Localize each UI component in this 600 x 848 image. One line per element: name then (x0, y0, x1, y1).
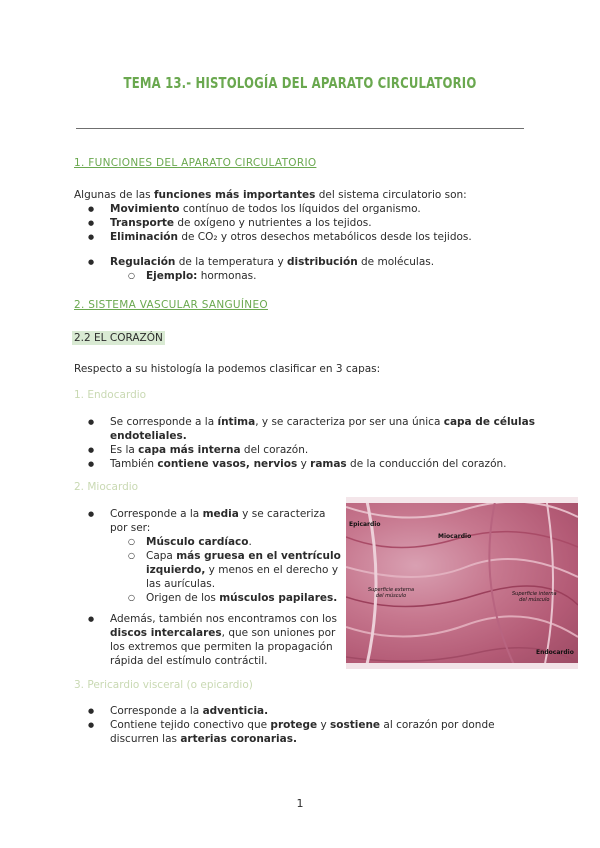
list-item: ○ Ejemplo: hormonas. (128, 269, 528, 283)
tissue-texture (346, 497, 578, 669)
label-superficie-interna: Superficie interna del músculo (512, 591, 557, 603)
subsection-heading-corazon: 2.2 EL CORAZÓN (74, 332, 163, 344)
list-item: ● Corresponde a la adventicia. (74, 704, 554, 718)
list-item: ● Transporte de oxígeno y nutrientes a los tejidos. (74, 216, 554, 230)
miocardio-list (74, 507, 344, 535)
miocardio-list-2 (74, 612, 354, 668)
pericardio-list (74, 704, 554, 746)
list-item: ● Además, también nos encontramos con los discos intercalares, que son uniones por los extremos que permiten la propagación rápida del estímulo contráctil. (74, 612, 354, 668)
list-item: ● Regulación de la temperatura y distribución de moléculas. (74, 255, 554, 269)
funciones-sublist (128, 269, 528, 283)
endocardio-list (74, 415, 554, 471)
corazon-intro: Respecto a su histología la podemos clasificar en 3 capas: (74, 363, 381, 375)
histology-image (346, 497, 578, 669)
section-heading-sistema-vascular: 2. SISTEMA VASCULAR SANGUÍNEO (74, 299, 268, 311)
list-item: ● Es la capa más interna del corazón. (74, 443, 554, 457)
label-miocardio: Miocardio (438, 533, 472, 540)
funciones-intro: Algunas de las funciones más importantes del sistema circulatorio son: (74, 189, 467, 201)
funciones-list-2 (74, 255, 554, 269)
heading-endocardio: 1. Endocardio (74, 389, 147, 401)
list-item: ● También contiene vasos, nervios y ramas de la conducción del corazón. (74, 457, 554, 471)
label-endocardio: Endocardio (536, 649, 574, 656)
list-item: ○ Capa más gruesa en el ventrículo izquierdo, y menos en el derecho y las aurículas. (128, 549, 348, 591)
section-heading-funciones: 1. FUNCIONES DEL APARATO CIRCULATORIO (74, 157, 317, 169)
label-superficie-externa: Superficie externa del músculo (368, 587, 415, 599)
list-item: ○ Origen de los músculos papilares. (128, 591, 348, 605)
heading-pericardio: 3. Pericardio visceral (o epicardio) (74, 679, 253, 691)
list-item: ● Contiene tejido conectivo que protege y sostiene al corazón por donde discurren las arterias coronarias. (74, 718, 554, 746)
page-number: 1 (296, 797, 304, 810)
page-title: TEMA 13.- HISTOLOGÍA DEL APARATO CIRCULATORIO (123, 74, 477, 92)
list-item: ● Eliminación de CO₂ y otros desechos metabólicos desde los tejidos. (74, 230, 554, 244)
miocardio-sublist (128, 535, 348, 605)
title-divider (76, 128, 524, 129)
list-item: ● Movimiento contínuo de todos los líquidos del organismo. (74, 202, 554, 216)
label-epicardio: Epicardio (349, 521, 381, 528)
list-item: ● Corresponde a la media y se caracteriza por ser: (74, 507, 344, 535)
list-item: ● Se corresponde a la íntima, y se caracteriza por ser una única capa de células endoteliales. (74, 415, 554, 443)
list-item: ○ Músculo cardíaco. (128, 535, 348, 549)
heading-miocardio: 2. Miocardio (74, 481, 139, 493)
funciones-list (74, 202, 554, 244)
